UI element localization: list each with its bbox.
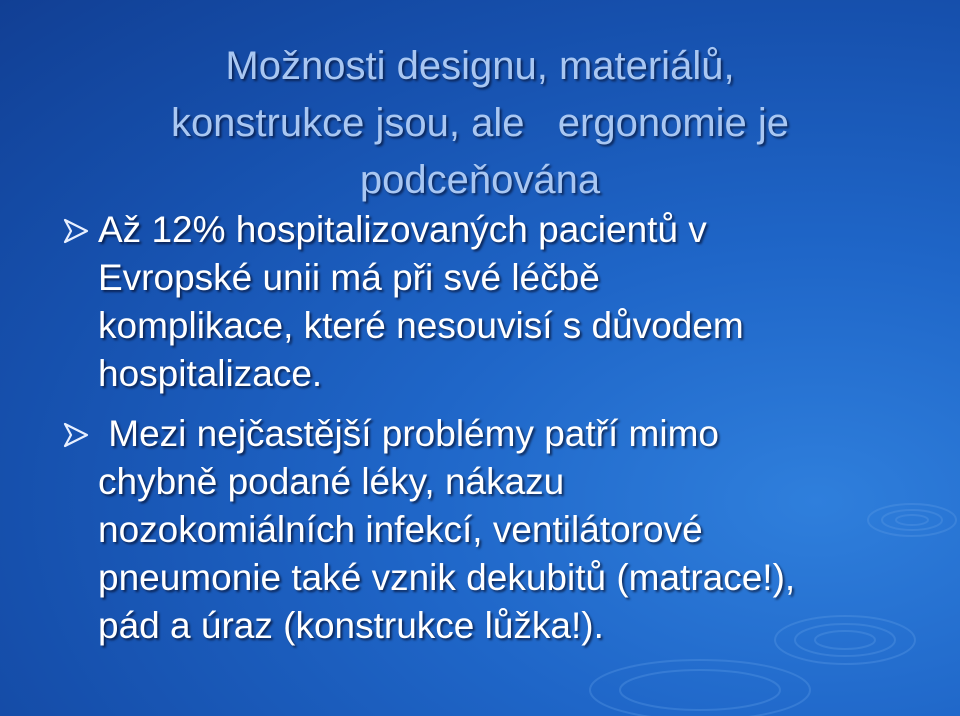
bullet-line: Až 12% hospitalizovaných pacientů v	[98, 209, 707, 250]
bullet-list	[0, 206, 960, 650]
bullet-line: pneumonie také vznik dekubitů (matrace!),	[98, 557, 796, 598]
bullet-line: pád a úraz (konstrukce lůžka!).	[98, 605, 604, 646]
bullet-line: hospitalizace.	[98, 353, 323, 394]
bullet-line: nozokomiálních infekcí, ventilátorové	[98, 509, 703, 550]
title-line: konstrukce jsou, ale ergonomie je	[170, 101, 790, 145]
bullet-line: komplikace, které nesouvisí s důvodem	[98, 305, 744, 346]
bullet-line: chybně podané léky, nákazu	[98, 461, 565, 502]
bullet-line: Mezi nejčastější problémy patří mimo	[98, 413, 719, 454]
bullet-item	[0, 206, 960, 398]
arrow-bullet-icon	[62, 422, 90, 448]
title-line: Možnosti designu, materiálů,	[225, 44, 735, 88]
bullet-item	[0, 410, 960, 650]
bullet-line: Evropské unii má při své léčbě	[98, 257, 600, 298]
title-line: podceňována	[359, 158, 601, 202]
slide-title	[0, 38, 960, 209]
arrow-bullet-icon	[62, 218, 90, 244]
